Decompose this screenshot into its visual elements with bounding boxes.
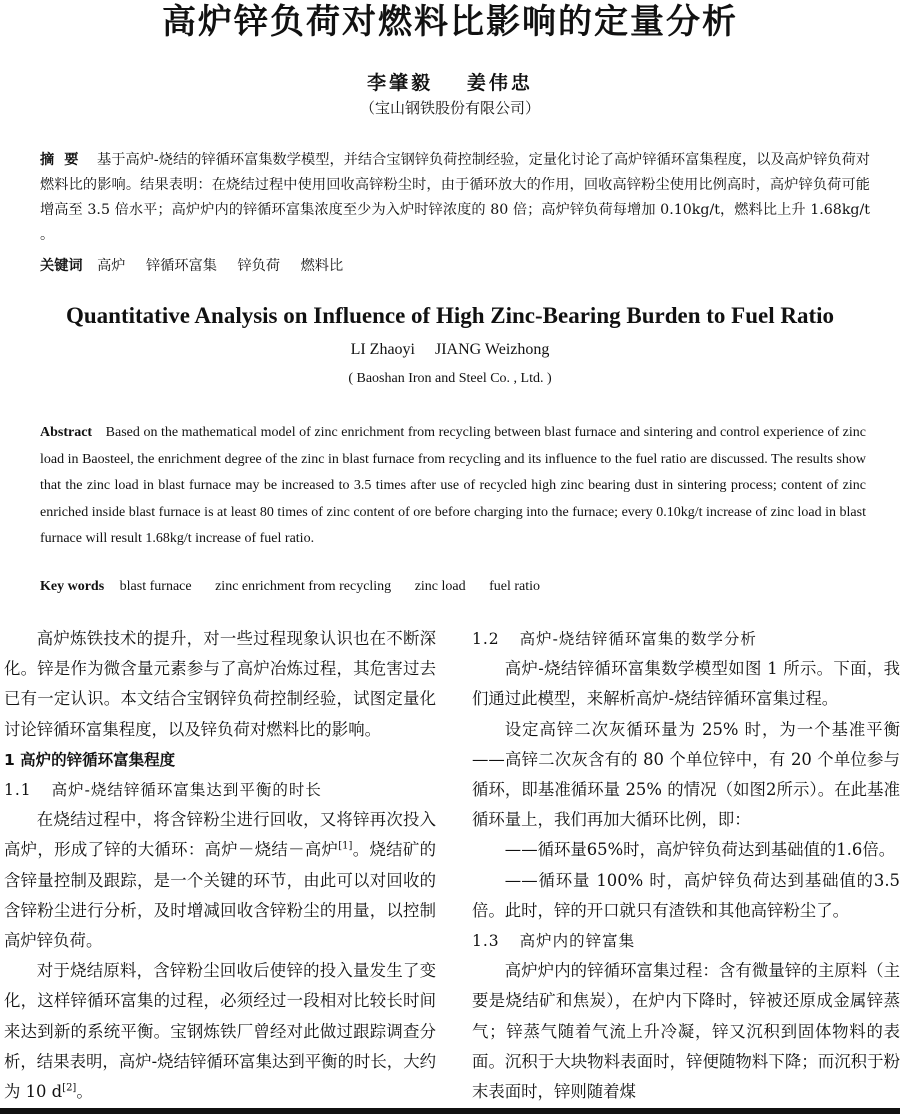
- section-1-2-number: 1.2: [472, 630, 500, 648]
- paragraph-text: 对于烧结原料，含锌粉尘回收后使锌的投入量发生了变化，这样锌循环富集的过程，必须经过一段相对比较长时间来达到新的系统平衡。宝钢炼铁厂曾经对此做过跟踪调查分析，结果表明，高炉-烧结锌循环富集达到平衡的时长，大约为 10 d: [4, 961, 436, 1102]
- citation-ref: [1]: [338, 840, 353, 852]
- section-1-2-paragraph-4: ——循环量 100% 时，高炉锌负荷达到基础值的3.5 倍。此时，锌的开口就只有渣铁和其他高锌粉尘了。: [472, 870, 900, 920]
- chinese-title: 高炉锌负荷对燃料比影响的定量分析: [162, 2, 738, 42]
- bottom-rule: [0, 1108, 900, 1114]
- english-keyword: zinc enrichment from recycling: [215, 579, 392, 594]
- section-1-heading: 1 高炉的锌循环富集程度: [4, 750, 176, 769]
- section-1-2-paragraph-3: ——循环量65%时，高炉锌负荷达到基础值的1.6倍。: [504, 840, 896, 860]
- right-column: [472, 624, 900, 1107]
- section-1-2-paragraph-1: 高炉-烧结锌循环富集数学模型如图 1 所示。下面，我们通过此模型，来解析高炉-烧结锌循环富集过程。: [472, 659, 900, 709]
- english-keywords: [40, 575, 866, 599]
- chinese-abstract: [40, 148, 870, 248]
- author-2-cn: 姜伟忠: [466, 72, 533, 94]
- author-2-en: JIANG Weizhong: [435, 341, 550, 358]
- section-1-1-title: 高炉-烧结锌循环富集达到平衡的时长: [51, 781, 322, 800]
- intro-paragraph: 高炉炼铁技术的提升，对一些过程现象认识也在不断深化。锌是作为微含量元素参与了高炉冶炼过程，其危害过去已有一定认识。本文结合宝钢锌负荷控制经验，试图定量化讨论锌循环富集程度，以及锌负荷对燃料比的影响。: [4, 629, 436, 739]
- english-affiliation: ( Baoshan Iron and Steel Co. , Ltd. ): [348, 371, 552, 386]
- english-keywords-label: Key words: [40, 579, 105, 594]
- english-abstract-text: Based on the mathematical model of zinc enrichment from recycling between blast furnace and sintering and control experience of zinc load in Baosteel, the enrichment degree of the zinc in blast furnace from recycling and its influence to the fuel ratio are discussed. The results show that the zinc load in blast furnace may be increased to 3.5 times after use of recycled high zinc bearing dust in sintering process; content of zinc enriched inside blast furnace is at least 80 times of zinc content of ore before charging into the furnace; every 0.10kg/t increase of zinc load in blast furnace will result 1.68kg/t increase of fuel ratio.: [40, 425, 866, 546]
- section-1-2-heading: [472, 624, 900, 654]
- left-column: [4, 624, 436, 1107]
- paragraph-text: 。烧结矿的含锌量控制及跟踪，是一个关键的环节，由此可以对回收的含锌粉尘进行分析，及时增减回收含锌粉尘的用量，以控制高炉锌负荷。: [4, 840, 437, 951]
- author-1-cn: 李肇毅: [367, 72, 434, 94]
- section-1-2-paragraph-2: 设定高锌二次灰循环量为 25% 时，为一个基准平衡——高锌二次灰含有的 80 个单位锌中，有 20 个单位参与循环，即基准循环量 25% 的情况（如图2所示）。在此基准循环量上，我们再加大循环比例，即：: [472, 719, 900, 830]
- section-1-3-heading: [472, 926, 900, 956]
- english-keyword: fuel ratio: [489, 579, 541, 594]
- chinese-keyword: 高炉: [97, 258, 126, 274]
- section-1-2-title: 高炉-烧结锌循环富集的数学分析: [519, 630, 757, 648]
- english-keyword: blast furnace: [119, 579, 192, 594]
- chinese-authors: [0, 68, 900, 95]
- section-1-1-paragraph-2: [4, 956, 436, 1107]
- chinese-keywords: [40, 254, 870, 279]
- paragraph-text: 在烧结过程中，将含锌粉尘进行回收，又将锌再次投入高炉，形成了锌的大循环：高炉－烧结－高炉: [4, 810, 436, 860]
- section-1-3-title: 高炉内的锌富集: [519, 932, 636, 951]
- author-1-en: LI Zhaoyi: [350, 341, 415, 358]
- chinese-abstract-label: 摘要: [40, 152, 89, 168]
- chinese-keywords-label: 关键词: [40, 258, 83, 274]
- english-abstract: [40, 420, 866, 553]
- section-1-3-paragraph-1: 高炉炉内的锌循环富集过程：含有微量锌的主原料（主要是烧结矿和焦炭），在炉内下降时，锌被还原成金属锌蒸气；锌蒸气随着气流上升冷凝，锌又沉积到固体物料的表面。沉积于大块物料表面时，锌便随物料下降；而沉积于粉末表面时，锌则随着煤: [472, 961, 900, 1102]
- section-1-1-heading: [4, 775, 436, 805]
- chinese-affiliation: （宝山钢铁股份有限公司）: [359, 99, 540, 117]
- section-1-1-paragraph-1: [4, 805, 436, 956]
- paragraph-text: 。: [76, 1082, 93, 1102]
- english-abstract-label: Abstract: [40, 425, 93, 440]
- english-keyword: zinc load: [414, 579, 466, 594]
- chinese-abstract-text: 基于高炉-烧结的锌循环富集数学模型，并结合宝钢锌负荷控制经验，定量化讨论了高炉锌循环富集程度，以及高炉锌负荷对燃料比的影响。结果表明：在烧结过程中使用回收高锌粉尘时，由于循环放大的作用，回收高锌粉尘使用比例高时，高炉锌负荷可能增高至 3.5 倍水平；高炉炉内的锌循环富集浓度至少为入炉时锌浓度的 80 倍；高炉锌负荷每增加 0.10kg/t，燃料比上升 1.68kg/t 。: [40, 152, 870, 243]
- citation-ref: [2]: [62, 1082, 77, 1094]
- english-title: Quantitative Analysis on Influence of High Zinc-Bearing Burden to Fuel Ratio: [66, 303, 834, 328]
- chinese-keyword: 燃料比: [300, 258, 344, 274]
- english-authors: [0, 341, 900, 359]
- section-1-3-number: 1.3: [472, 932, 500, 951]
- chinese-keyword: 锌负荷: [237, 258, 281, 274]
- section-1-1-number: 1.1: [4, 781, 32, 800]
- chinese-keyword: 锌循环富集: [146, 258, 217, 274]
